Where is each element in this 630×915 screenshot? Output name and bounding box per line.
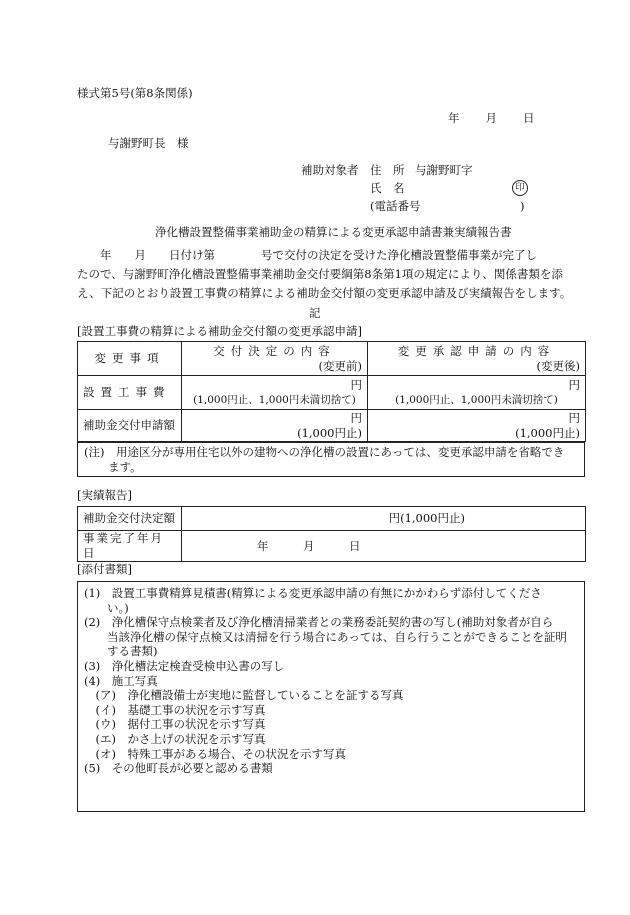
list-item: (オ) 特殊工事がある場合、その状況を示す写真: [84, 746, 346, 761]
note-label: (注): [84, 445, 105, 459]
table-row: [78, 531, 586, 562]
cell-before: 円 (1,000円止、1,000円未満切捨て): [182, 376, 368, 410]
intro-line: たので、与謝野町浄化槽設置整備事業補助金交付要綱第8条第1項の規定により、関係書類を添: [77, 267, 563, 281]
row-label-subsidy-amount: 補助金交付申請額: [78, 410, 182, 442]
list-item: (3) 浄化槽法定検査受検申込書の写し: [84, 658, 285, 673]
change-request-table: [77, 341, 586, 442]
document-title: 浄化槽設置整備事業補助金の精算による変更承認申請書兼実績報告書: [155, 225, 512, 239]
table-header-row: [78, 342, 586, 376]
intro-paragraph: [77, 246, 587, 303]
address-value: 与謝野町字: [415, 163, 473, 177]
header-after: 変更承認申請の内容 (変更後): [368, 342, 586, 376]
name-label: 氏 名: [370, 181, 405, 195]
list-item: (2) 浄化槽保守点検業者及び浄化槽清掃業者との業務委託契約書の写し(補助対象者が自ら: [84, 615, 554, 630]
phone-close: ): [520, 199, 525, 213]
list-item: い。): [84, 600, 129, 615]
list-item: (ア) 浄化槽設備士が実地に監督していることを証する写真: [84, 688, 404, 703]
row-label-decision-amount: 補助金交付決定額: [78, 507, 182, 531]
section-heading: [実績報告]: [77, 488, 132, 502]
phone-label: (電話番号: [370, 199, 421, 213]
section-heading: [設置工事費の精算による補助金交付額の変更承認申請]: [77, 324, 362, 338]
row-label-construction-cost: 設置工事費: [78, 376, 182, 410]
cell-after: 円 (1,000円止): [368, 410, 586, 442]
list-item: (1) 設置工事費精算見積書(精算による変更承認申請の有無にかかわらず添付してくださ: [84, 586, 542, 600]
completion-date-value: 年 月 日: [182, 531, 586, 562]
address-label: 住 所: [370, 163, 405, 177]
attachments-list: [77, 581, 585, 812]
table-row: [78, 410, 586, 442]
header-change-item: 変更事項: [78, 342, 182, 376]
cell-before: 円 (1,000円止): [182, 410, 368, 442]
list-item: (ウ) 据付工事の状況を示す写真: [84, 717, 266, 732]
header-before: 交付決定の内容 (変更前): [182, 342, 368, 376]
form-number: 様式第5号(第8条関係): [77, 86, 193, 100]
section-heading: [添付書類]: [77, 562, 132, 576]
date-line: 年 月 日: [448, 111, 536, 125]
addressee: 与謝野町長 様: [108, 136, 189, 150]
list-item: (4) 施工写真: [84, 673, 158, 688]
decision-amount-value: 円(1,000円止): [182, 507, 586, 531]
report-table: [77, 506, 586, 562]
table-row: [78, 376, 586, 410]
intro-line: 年 月 日付け第 号で交付の決定を受けた浄化槽設置整備事業が完了し: [77, 248, 537, 262]
list-item: (5) その他町長が必要と認める書類: [84, 761, 273, 776]
cell-after: 円 (1,000円止、1,000円未満切捨て): [368, 376, 586, 410]
list-item: (エ) かさ上げの状況を示す写真: [84, 731, 266, 746]
table-row: [78, 507, 586, 531]
list-item: する書類): [84, 644, 158, 659]
note-box: [77, 442, 585, 477]
list-item: (イ) 基礎工事の状況を示す写真: [84, 702, 266, 717]
note-text-cont: ます。: [108, 460, 142, 474]
row-label-completion-date: 事業完了年月日: [78, 531, 182, 562]
seal-mark: 印: [512, 179, 528, 196]
applicant-role: 補助対象者: [301, 163, 359, 177]
list-item: 当該浄化槽の保守点検又は清掃を行う場合にあっては、自ら行うことができることを証明: [84, 629, 567, 644]
note-text: 用途区分が専用住宅以外の建物への浄化槽の設置にあっては、変更承認申請を省略でき: [115, 445, 565, 459]
intro-line: え、下記のとおり設置工事費の精算による補助金交付額の変更承認申請及び実績報告をします。: [77, 286, 572, 300]
ki-mark: 記: [309, 306, 321, 320]
